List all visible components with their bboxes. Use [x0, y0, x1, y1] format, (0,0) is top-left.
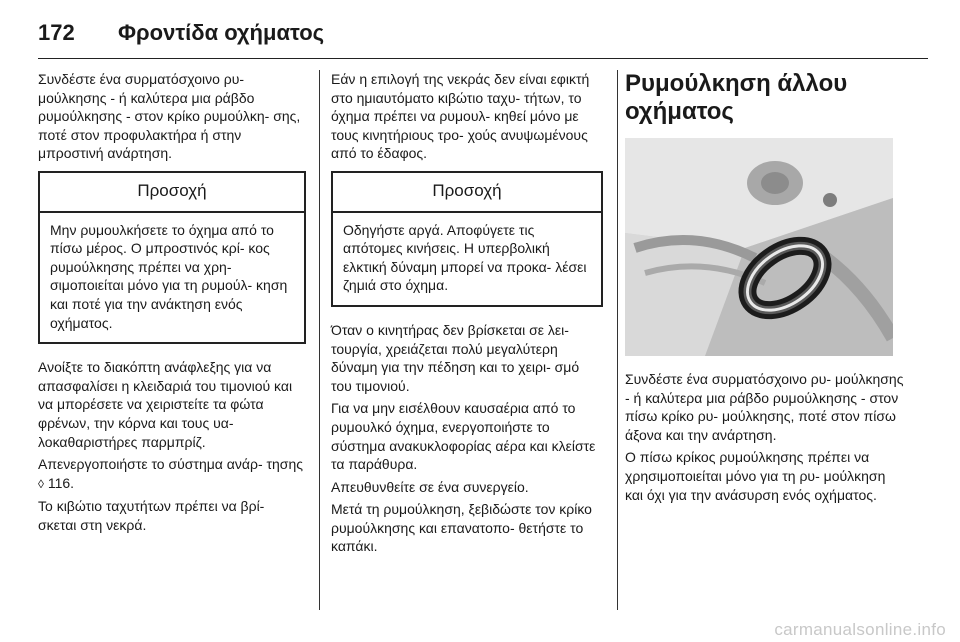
column-1: [38, 70, 306, 538]
page-reference[interactable]: 116.: [47, 474, 75, 491]
caution-text: Μην ρυμουλκήσετε το όχημα από το πίσω μέρος. Ο μπροστινός κρί- κος ρυμούλκησης πρέπει να χρη- σιμοποιείται μόνο για τη ρυμούλ- κηση και ποτέ για την ανάκτηση ενός οχήματος.: [50, 221, 288, 331]
column-divider: [617, 70, 618, 610]
paragraph: Για να μην εισέλθουν καυσαέρια από το ρυμουλκό όχημα, ενεργοποιήστε το σύστημα ανακυκλοφορίας αέρα και κλείστε τα παράθυρα.: [331, 400, 596, 473]
page-header: [38, 14, 928, 54]
section-title: Ρυμούλκηση άλλου οχήματος: [625, 70, 848, 125]
paragraph: Το κιβώτιο ταχυτήτων πρέπει να βρί- σκεται στη νεκρά.: [38, 498, 265, 533]
chapter-title: Φροντίδα οχήματος: [118, 20, 325, 45]
paragraph-with-reference: [38, 455, 306, 493]
column-divider: [319, 70, 320, 610]
paragraph: Εάν η επιλογή της νεκράς δεν είναι εφικτή στο ημιαυτόματο κιβώτιο ταχυ- τήτων, το όχημα πρέπει να ρυμουλ- κηθεί μόνο με τους κινητήριους τρο- χούς ανυψωμένους από το έδαφος.: [331, 71, 590, 162]
caution-title: Προσοχή: [333, 173, 601, 213]
caution-box: [331, 171, 603, 307]
column-2: [331, 70, 603, 560]
caution-title: Προσοχή: [40, 173, 304, 213]
caution-box: [38, 171, 306, 344]
paragraph-text: Απενεργοποιήστε το σύστημα ανάρ- τησης: [38, 456, 303, 473]
column-3: [625, 70, 905, 508]
caution-text: Οδηγήστε αργά. Αποφύγετε τις απότομες κινήσεις. Η υπερβολική ελκτική δύναμη μπορεί να προκα- λέσει ζημιά στο όχημα.: [343, 221, 587, 294]
page-reference-icon: ◊: [38, 476, 44, 491]
paragraph: Όταν ο κινητήρας δεν βρίσκεται σε λει- τουργία, χρειάζεται πολύ μεγαλύτερη δύναμη για την πέδηση και το χειρι- σμό του τιμονιού.: [331, 321, 580, 394]
rear-towing-eye-illustration: [625, 138, 893, 356]
page-number: 172: [38, 20, 75, 45]
paragraph: Απευθυνθείτε σε ένα συνεργείο.: [331, 478, 529, 495]
rear-towing-eye-photo: [625, 138, 893, 356]
paragraph: Συνδέστε ένα συρματόσχοινο ρυ- μούλκησης - ή καλύτερα μια ράβδο ρυμούλκησης - στον πίσω κρίκο ρυ- μούλκησης, ποτέ στον πίσω άξονα και την ανάρτηση.: [625, 371, 904, 443]
paragraph: Συνδέστε ένα συρματόσχοινο ρυ- μούλκησης - ή καλύτερα μια ράβδο ρυμούλκησης - στον κρίκο ρυμούλκη- σης, ποτέ στον προφυλακτήρα ή στην μπροστινή ανάρτηση.: [38, 71, 301, 162]
watermark: carmanualsonline.info: [774, 620, 946, 639]
paragraph: Ανοίξτε το διακόπτη ανάφλεξης για να απασφαλίσει η κλειδαριά του τιμονιού και να μπορέσετε να χειριστείτε τα φώτα φρένων, την κόρνα και τους υα- λοκαθαριστήρες παρμπρίζ.: [38, 359, 293, 450]
paragraph: Μετά τη ρυμούλκηση, ξεβιδώστε τον κρίκο ρυμούλκησης και επανατοπο- θετήστε το καπάκι.: [331, 501, 592, 555]
header-rule: [38, 58, 928, 59]
paragraph: Ο πίσω κρίκος ρυμούλκησης πρέπει να χρησιμοποιείται μόνο για τη ρυ- μούλκηση και όχι για την ανάσυρση ενός οχήματος.: [625, 449, 886, 503]
